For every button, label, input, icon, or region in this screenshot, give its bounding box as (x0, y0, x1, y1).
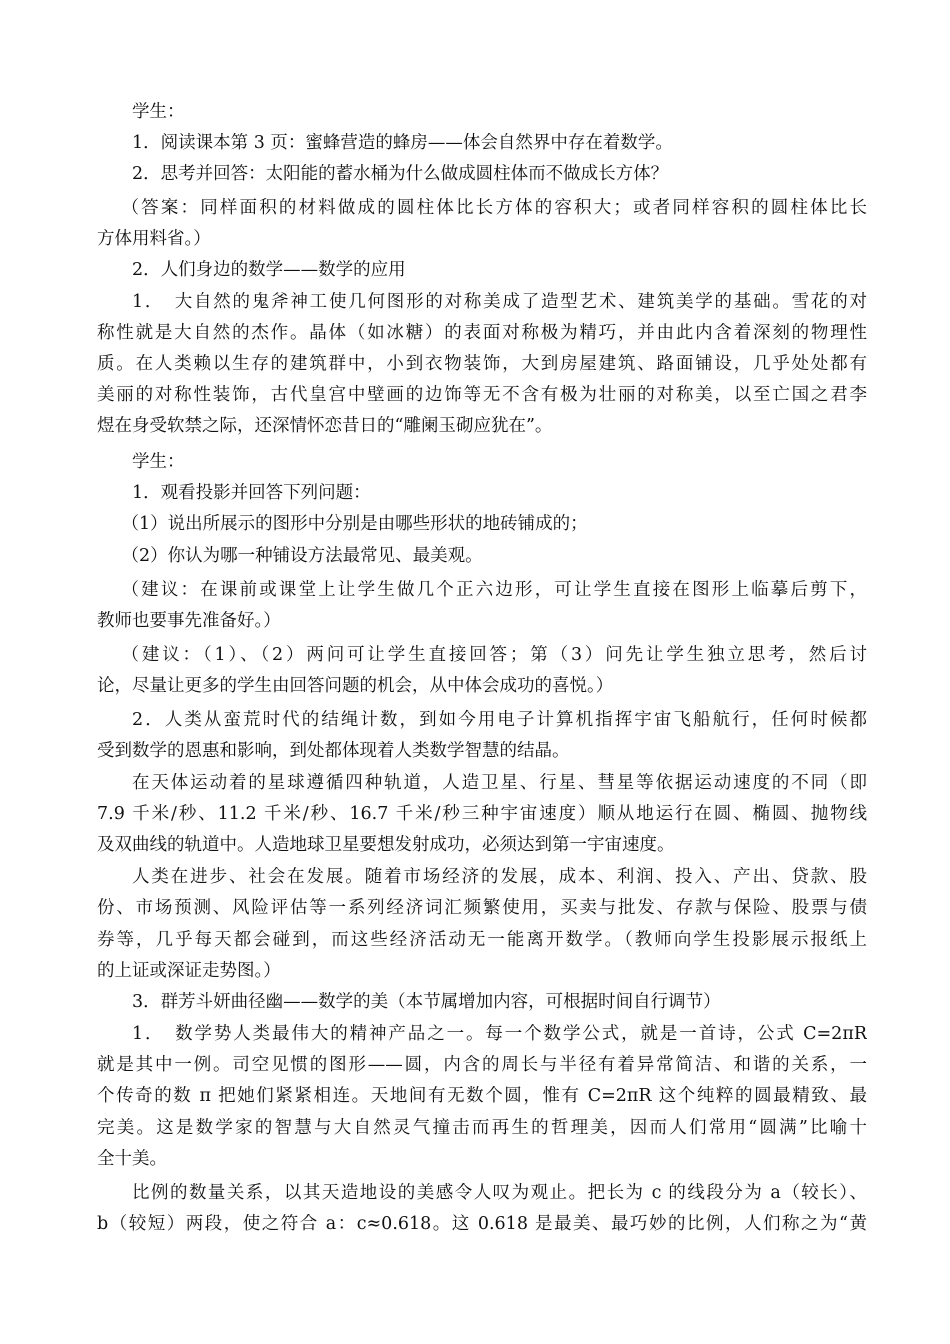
text-line: 比例的数量关系，以其天造地设的美感令人叹为观止。把长为 c 的线段分为 a（较长）、 (132, 1183, 867, 1203)
text-line: 学生： (132, 452, 185, 472)
text-line: （建议：（1）、（2）两问可让学生直接回答；第（3）问先让学生独立思考，然后讨 (121, 645, 867, 665)
text-line: 1． 数学势人类最伟大的精神产品之一。每一个数学公式，就是一首诗，公式 C=2πR (132, 1024, 867, 1044)
text-line: （答案：同样面积的材料做成的圆柱体比长方体的容积大；或者同样容积的圆柱体比长 (121, 198, 867, 218)
text-line: 3．群芳斗妍曲径幽——数学的美（本节属增加内容，可根据时间自行调节） (132, 992, 721, 1012)
text-line: b（较短）两段，使之符合 a：c≈0.618。这 0.618 是最美、最巧妙的比例，人们称之为“黄 (97, 1214, 867, 1234)
text-line: 2．思考并回答：太阳能的蓄水桶为什么做成圆柱体而不做成长方体？ (132, 164, 669, 184)
text-line: 论，尽量让更多的学生由回答问题的机会，从中体会成功的喜悦。） (97, 676, 614, 696)
text-line: 受到数学的恩惠和影响，到处都体现着人类数学智慧的结晶。 (97, 741, 570, 761)
text-line: 质。在人类赖以生存的建筑群中，小到衣物装饰，大到房屋建筑、路面铺设，几乎处处都有 (97, 354, 867, 374)
text-line: 份、市场预测、风险评估等一系列经济词汇频繁使用，买卖与批发、存款与保险、股票与债 (97, 898, 867, 918)
text-line: 7.9 千米/秒、11.2 千米/秒、16.7 千米/秒三种宇宙速度）顺从地运行在圆、椭圆、抛物线 (97, 804, 867, 824)
text-line: 方体用料省。） (97, 229, 211, 249)
text-line: 1．阅读课本第 3 页：蜜蜂营造的蜂房——体会自然界中存在着数学。 (132, 133, 673, 153)
text-line: 个传奇的数 π 把她们紧紧相连。天地间有无数个圆，惟有 C=2πR 这个纯粹的圆最精致、最 (97, 1086, 867, 1106)
text-line: 美丽的对称性装饰，古代皇宫中壁画的边饰等无不含有极为壮丽的对称美，以至亡国之君李 (97, 385, 867, 405)
text-line: 券等，几乎每天都会碰到，而这些经济活动无一能离开数学。（教师向学生投影展示报纸上 (97, 930, 867, 950)
text-line: 2．人类从蛮荒时代的结绳计数，到如今用电子计算机指挥宇宙飞船航行，任何时候都 (132, 710, 867, 730)
text-line: 称性就是大自然的杰作。晶体（如冰糖）的表面对称极为精巧，并由此内含着深刻的物理性 (97, 323, 867, 343)
text-line: 及双曲线的轨道中。人造地球卫星要想发射成功，必须达到第一宇宙速度。 (97, 835, 675, 855)
text-line: 全十美。 (97, 1149, 167, 1169)
text-line: 就是其中一例。司空见惯的图形——圆，内含的周长与半径有着异常简洁、和谐的关系，一 (97, 1055, 867, 1075)
text-line: 教师也要事先准备好。） (97, 611, 281, 631)
text-line: 的上证或深证走势图。） (97, 961, 281, 981)
text-line: （2）你认为哪一种铺设方法最常见、最美观。 (121, 546, 483, 566)
text-line: 学生： (132, 102, 185, 122)
text-line: 完美。这是数学家的智慧与大自然灵气撞击而再生的哲理美，因而人们常用“圆满”比喻十 (97, 1118, 867, 1138)
text-line: 人类在进步、社会在发展。随着市场经济的发展，成本、利润、投入、产出、贷款、股 (132, 867, 867, 887)
text-line: 1．观看投影并回答下列问题： (132, 483, 371, 503)
text-line: 煜在身受软禁之际，还深情怀恋昔日的“雕阑玉砌应犹在”。 (97, 416, 553, 436)
text-line: 在天体运动着的星球遵循四种轨道，人造卫星、行星、彗星等依据运动速度的不同（即 (132, 773, 867, 793)
text-line: （建议：在课前或课堂上让学生做几个正六边形，可让学生直接在图形上临摹后剪下， (121, 580, 867, 600)
text-line: 1． 大自然的鬼斧神工使几何图形的对称美成了造型艺术、建筑美学的基础。雪花的对 (132, 292, 867, 312)
text-line: 2．人们身边的数学——数学的应用 (132, 260, 406, 280)
text-line: （1）说出所展示的图形中分别是由哪些形状的地砖铺成的； (121, 514, 588, 534)
